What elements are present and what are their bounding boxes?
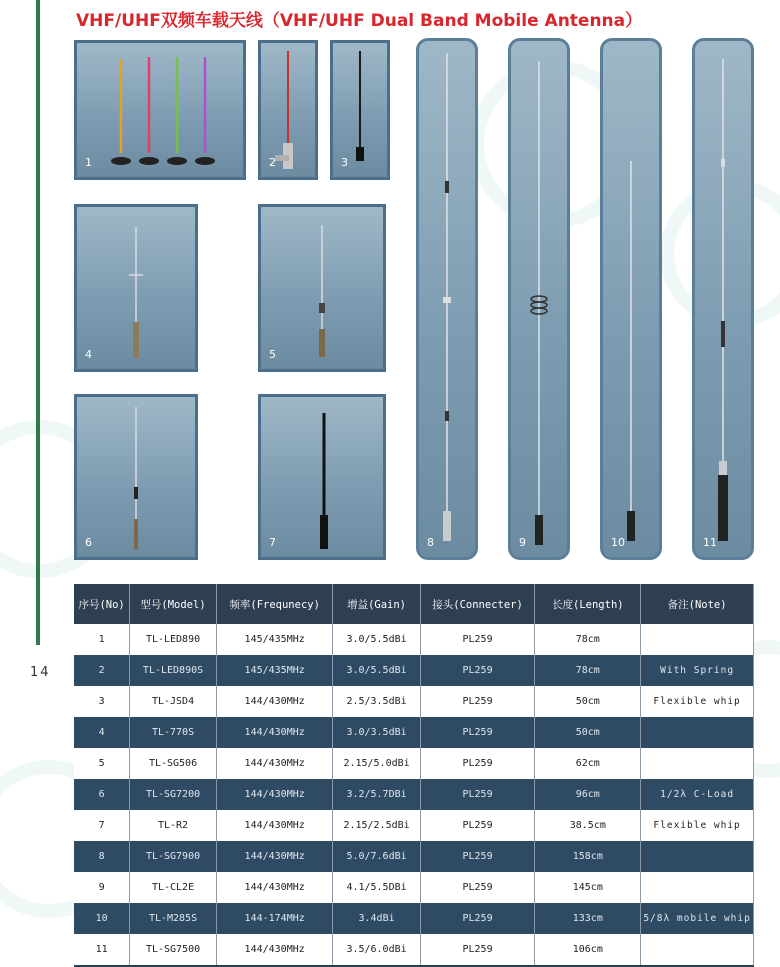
antenna-photo-4 [74,204,198,372]
cell-frequency: 144/430MHz [216,779,333,810]
photo-number: 7 [269,536,276,549]
cell-model: TL-CL2E [130,872,217,903]
col-header-frequency: 频率(Frequnecy) [216,584,333,624]
cell-length: 78cm [535,624,641,655]
antenna-image [695,41,751,557]
cell-model: TL-770S [130,717,217,748]
cell-gain: 4.1/5.5DBi [333,872,420,903]
left-rule [36,0,40,645]
table-row [74,903,754,934]
antenna-photo-6 [74,394,198,560]
cell-connector: PL259 [420,810,535,841]
spec-table [74,584,754,967]
table-row [74,686,754,717]
cell-length: 50cm [535,686,641,717]
table-header-row [74,584,754,624]
page-title: VHF/UHF双频车载天线（VHF/UHF Dual Band Mobile Antenna） [76,11,643,31]
table-row [74,779,754,810]
cell-connector: PL259 [420,841,535,872]
cell-no: 5 [74,748,130,779]
cell-model: TL-SG7200 [130,779,217,810]
cell-frequency: 144/430MHz [216,841,333,872]
cell-note: Flexible whip [641,686,754,717]
cell-no: 2 [74,655,130,686]
antenna-image [77,43,243,177]
cell-note: With Spring [641,655,754,686]
table-row [74,717,754,748]
table-row [74,872,754,903]
cell-note: 1/2λ C-Load [641,779,754,810]
cell-gain: 5.0/7.6dBi [333,841,420,872]
table-row [74,810,754,841]
cell-frequency: 144/430MHz [216,686,333,717]
photo-number: 5 [269,348,276,361]
cell-model: TL-R2 [130,810,217,841]
photo-number: 9 [519,536,526,549]
cell-frequency: 144-174MHz [216,903,333,934]
cell-connector: PL259 [420,717,535,748]
antenna-photo-9 [508,38,570,560]
cell-length: 158cm [535,841,641,872]
antenna-photo-3 [330,40,390,180]
photo-number: 2 [269,156,276,169]
cell-frequency: 145/435MHz [216,624,333,655]
cell-gain: 3.0/3.5dBi [333,717,420,748]
antenna-photo-1 [74,40,246,180]
cell-note: 5/8λ mobile whip [641,903,754,934]
antenna-photo-8 [416,38,478,560]
cell-note [641,872,754,903]
antenna-photo-11 [692,38,754,560]
cell-gain: 2.15/2.5dBi [333,810,420,841]
antenna-photo-5 [258,204,386,372]
cell-length: 106cm [535,934,641,966]
page-number: 14 [30,665,51,680]
photo-number: 11 [703,536,717,549]
cell-frequency: 145/435MHz [216,655,333,686]
cell-note [641,841,754,872]
antenna-image [603,41,659,557]
cell-length: 50cm [535,717,641,748]
cell-no: 10 [74,903,130,934]
cell-connector: PL259 [420,686,535,717]
cell-gain: 3.2/5.7DBi [333,779,420,810]
col-header-no: 序号(No) [74,584,130,624]
col-header-connector: 接头(Connecter) [420,584,535,624]
table-row [74,748,754,779]
cell-model: TL-LED890 [130,624,217,655]
photo-number: 6 [85,536,92,549]
cell-model: TL-LED890S [130,655,217,686]
cell-note [641,748,754,779]
cell-gain: 2.15/5.0dBi [333,748,420,779]
col-header-length: 长度(Length) [535,584,641,624]
antenna-photo-10 [600,38,662,560]
antenna-image [419,41,475,557]
antenna-photo-2 [258,40,318,180]
cell-no: 7 [74,810,130,841]
cell-gain: 3.0/5.5dBi [333,655,420,686]
col-header-gain: 增益(Gain) [333,584,420,624]
photo-number: 3 [341,156,348,169]
antenna-image [261,397,383,557]
cell-connector: PL259 [420,748,535,779]
cell-connector: PL259 [420,655,535,686]
cell-length: 96cm [535,779,641,810]
cell-connector: PL259 [420,903,535,934]
cell-note: Flexible whip [641,810,754,841]
cell-gain: 3.4dBi [333,903,420,934]
cell-frequency: 144/430MHz [216,872,333,903]
cell-no: 9 [74,872,130,903]
cell-no: 1 [74,624,130,655]
photo-number: 1 [85,156,92,169]
cell-model: TL-SG506 [130,748,217,779]
cell-note [641,717,754,748]
cell-frequency: 144/430MHz [216,934,333,966]
table-row [74,624,754,655]
table-row [74,934,754,966]
photo-number: 4 [85,348,92,361]
antenna-photo-7 [258,394,386,560]
cell-model: TL-SG7500 [130,934,217,966]
cell-length: 133cm [535,903,641,934]
cell-connector: PL259 [420,872,535,903]
col-header-note: 备注(Note) [641,584,754,624]
cell-no: 8 [74,841,130,872]
cell-no: 3 [74,686,130,717]
table-row [74,655,754,686]
cell-no: 4 [74,717,130,748]
cell-gain: 3.5/6.0dBi [333,934,420,966]
cell-model: TL-SG7900 [130,841,217,872]
table-row [74,841,754,872]
cell-note [641,934,754,966]
antenna-image [77,397,195,557]
cell-frequency: 144/430MHz [216,717,333,748]
cell-frequency: 144/430MHz [216,748,333,779]
cell-no: 6 [74,779,130,810]
cell-gain: 2.5/3.5dBi [333,686,420,717]
antenna-image [261,207,383,369]
cell-length: 38.5cm [535,810,641,841]
cell-no: 11 [74,934,130,966]
cell-length: 62cm [535,748,641,779]
cell-connector: PL259 [420,934,535,966]
col-header-model: 型号(Model) [130,584,217,624]
cell-frequency: 144/430MHz [216,810,333,841]
cell-connector: PL259 [420,624,535,655]
cell-model: TL-JSD4 [130,686,217,717]
cell-note [641,624,754,655]
cell-gain: 3.0/5.5dBi [333,624,420,655]
photo-number: 8 [427,536,434,549]
cell-connector: PL259 [420,779,535,810]
cell-model: TL-M285S [130,903,217,934]
antenna-image [511,41,567,557]
photo-number: 10 [611,536,625,549]
antenna-image [77,207,195,369]
cell-length: 78cm [535,655,641,686]
cell-length: 145cm [535,872,641,903]
